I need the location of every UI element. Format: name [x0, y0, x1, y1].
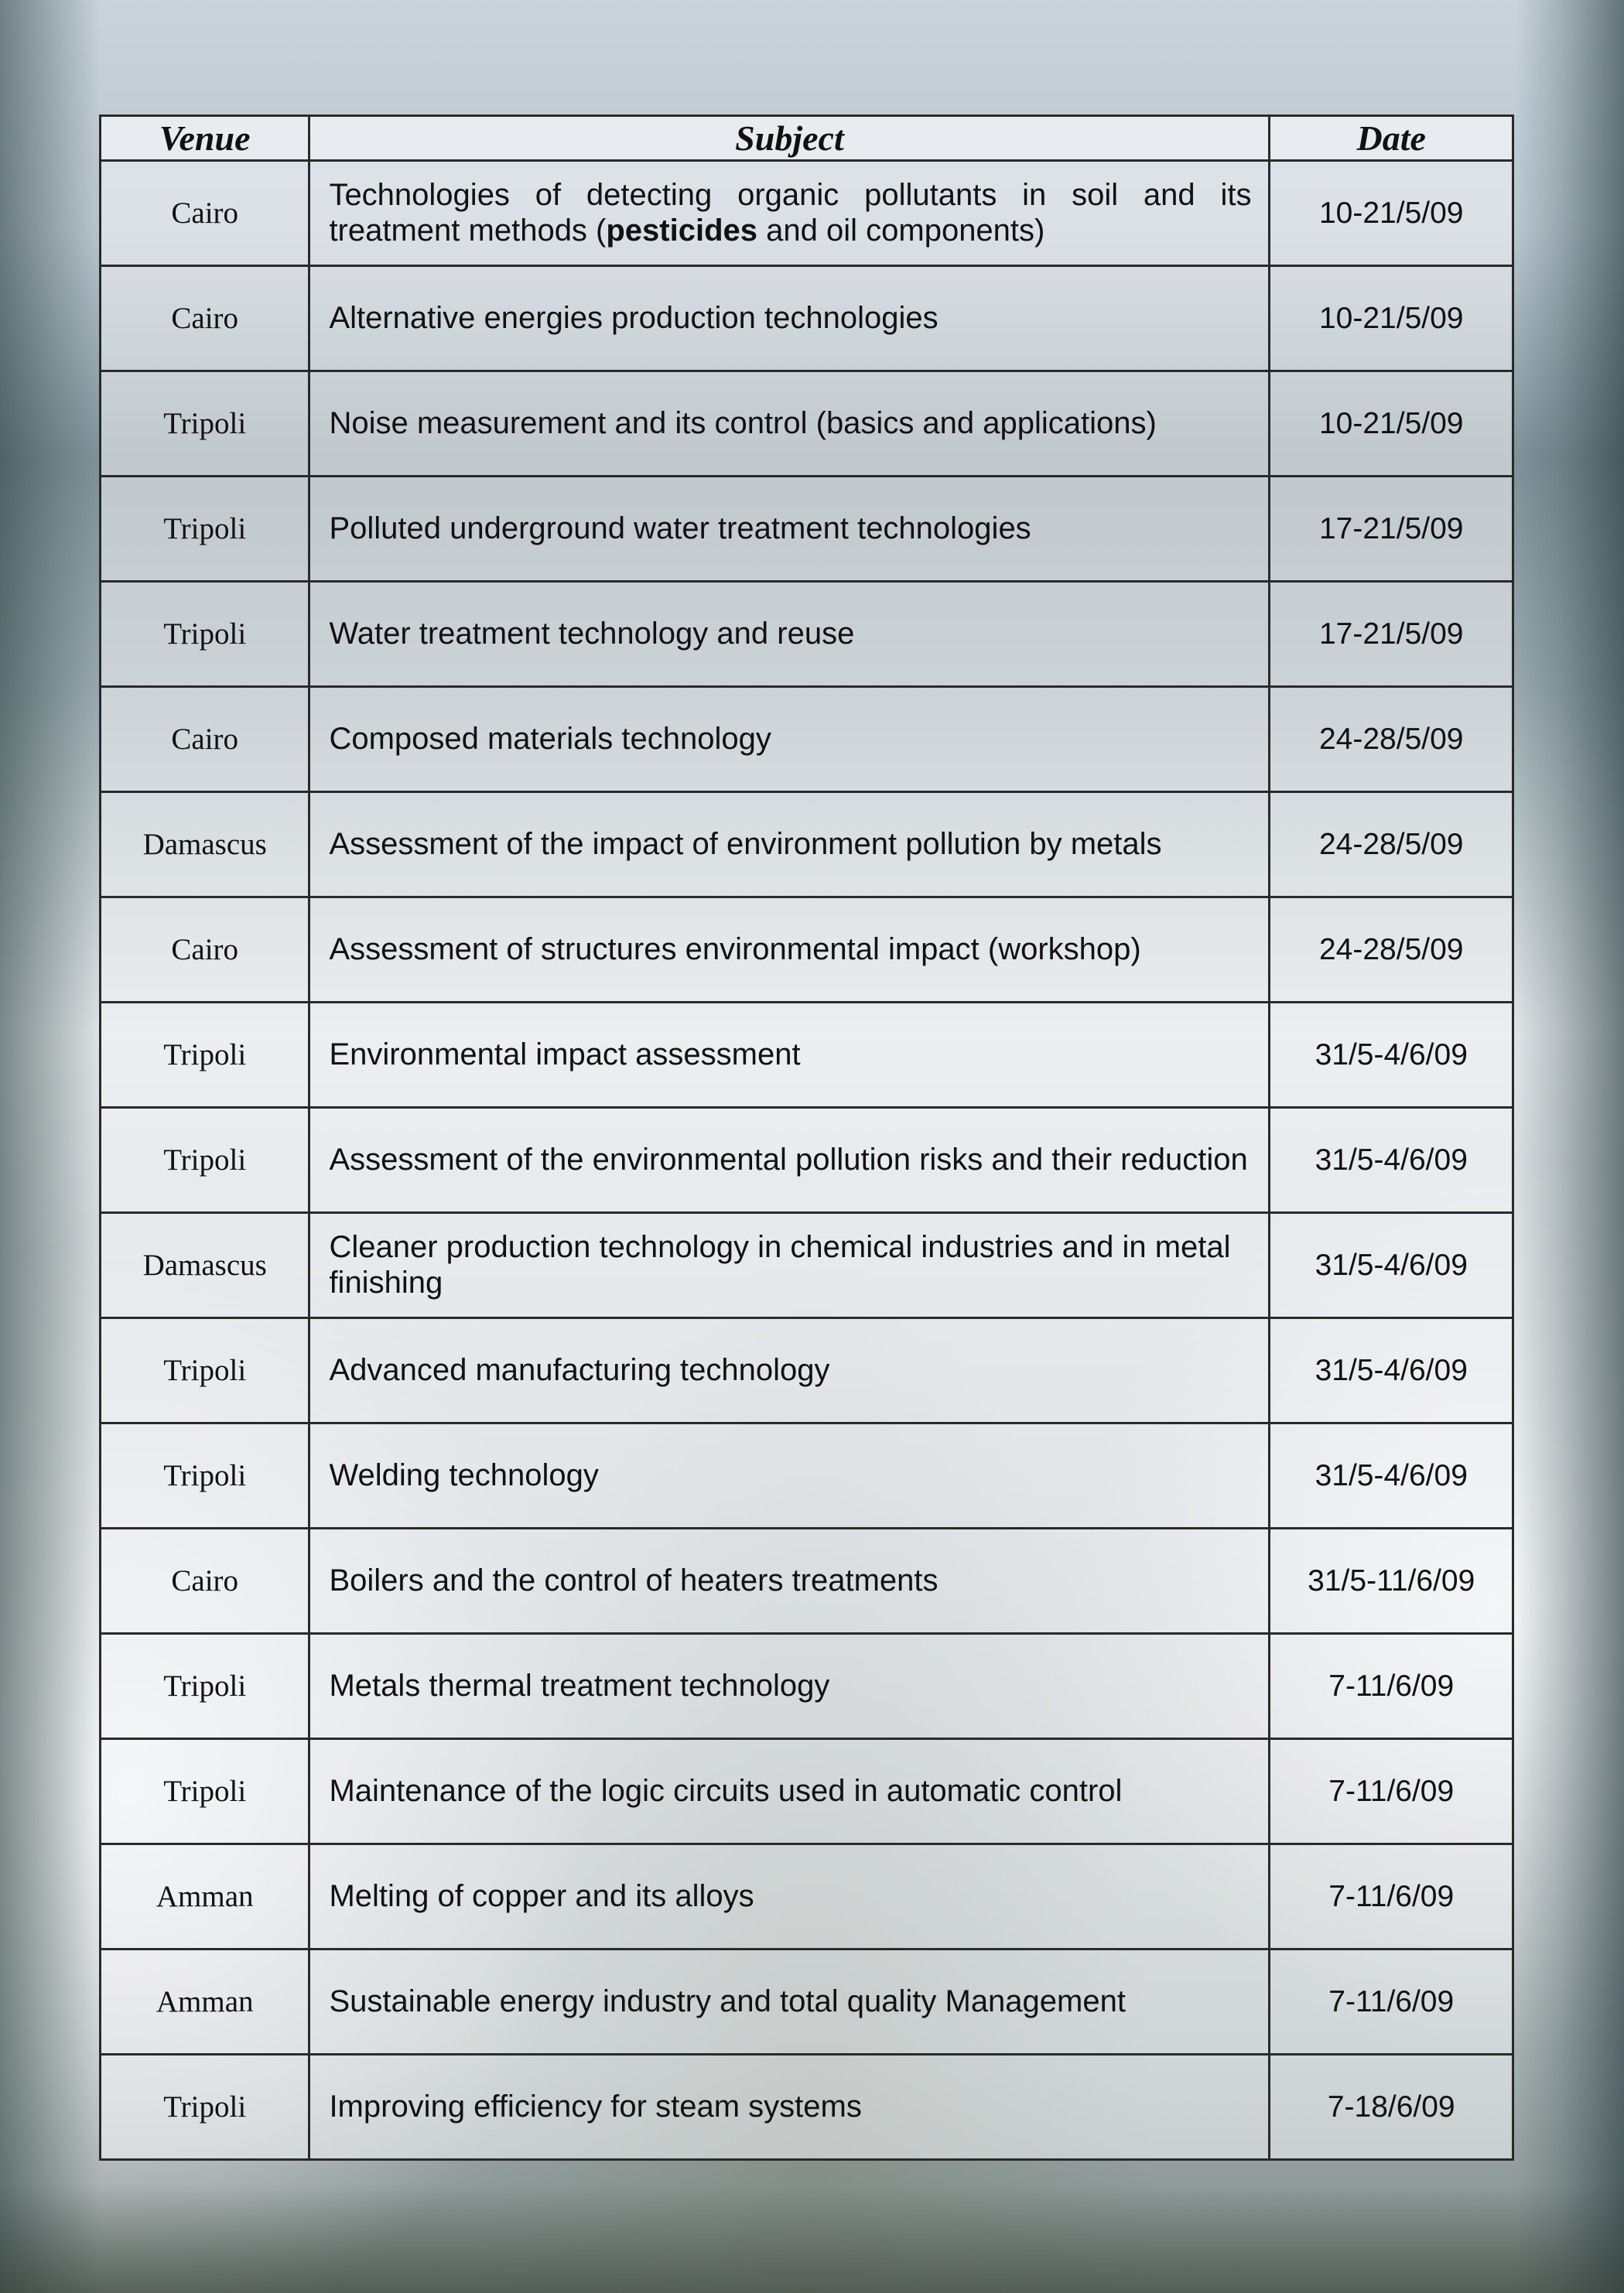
table-row	[101, 1529, 1513, 1634]
table-header-row	[101, 116, 1513, 161]
subject-cell: Assessment of the impact of environment pollution by metals	[309, 792, 1270, 897]
subject-cell: Cleaner production technology in chemical industries and in metal finishing	[309, 1213, 1270, 1318]
venue-cell: Amman	[101, 1950, 309, 2055]
venue-cell: Tripoli	[101, 2055, 309, 2160]
subject-cell: Environmental impact assessment	[309, 1003, 1270, 1108]
subject-cell: Polluted underground water treatment technologies	[309, 477, 1270, 582]
subject-cell: Assessment of the environmental pollution risks and their reduction	[309, 1108, 1270, 1213]
background-bottom-shadow	[0, 2185, 1624, 2293]
subject-text: and oil components)	[757, 213, 1045, 248]
venue-cell: Cairo	[101, 897, 309, 1003]
subject-cell: Maintenance of the logic circuits used in automatic control	[309, 1739, 1270, 1844]
table-row	[101, 477, 1513, 582]
venue-cell: Cairo	[101, 687, 309, 792]
header-date: Date	[1270, 116, 1513, 161]
subject-cell: Advanced manufacturing technology	[309, 1318, 1270, 1423]
table-row	[101, 1213, 1513, 1318]
table-row	[101, 2055, 1513, 2160]
date-cell: 24-28/5/09	[1270, 792, 1513, 897]
header-subject: Subject	[309, 116, 1270, 161]
date-cell: 7-11/6/09	[1270, 1739, 1513, 1844]
subject-cell	[309, 161, 1270, 266]
venue-cell: Tripoli	[101, 1423, 309, 1529]
date-cell: 10-21/5/09	[1270, 161, 1513, 266]
subject-cell: Melting of copper and its alloys	[309, 1844, 1270, 1950]
venue-cell: Cairo	[101, 1529, 309, 1634]
subject-cell: Water treatment technology and reuse	[309, 582, 1270, 687]
subject-cell: Assessment of structures environmental impact (workshop)	[309, 897, 1270, 1003]
subject-cell: Boilers and the control of heaters treatments	[309, 1529, 1270, 1634]
date-cell: 31/5-4/6/09	[1270, 1003, 1513, 1108]
table-row	[101, 266, 1513, 371]
venue-cell: Tripoli	[101, 1108, 309, 1213]
table-row	[101, 792, 1513, 897]
subject-cell: Metals thermal treatment technology	[309, 1634, 1270, 1739]
table-row	[101, 1739, 1513, 1844]
date-cell: 7-11/6/09	[1270, 1844, 1513, 1950]
table-row	[101, 1844, 1513, 1950]
date-cell: 10-21/5/09	[1270, 371, 1513, 477]
date-cell: 31/5-4/6/09	[1270, 1423, 1513, 1529]
subject-cell: Welding technology	[309, 1423, 1270, 1529]
background-right-shadow	[1516, 0, 1624, 2293]
venue-cell: Tripoli	[101, 1003, 309, 1108]
table-row	[101, 1950, 1513, 2055]
venue-cell: Tripoli	[101, 371, 309, 477]
table-row	[101, 1423, 1513, 1529]
date-cell: 31/5-4/6/09	[1270, 1213, 1513, 1318]
subject-bold-text: pesticides	[606, 213, 758, 248]
date-cell: 7-11/6/09	[1270, 1950, 1513, 2055]
table-row	[101, 897, 1513, 1003]
table-row	[101, 161, 1513, 266]
venue-cell: Tripoli	[101, 1318, 309, 1423]
subject-cell: Noise measurement and its control (basics and applications)	[309, 371, 1270, 477]
date-cell: 24-28/5/09	[1270, 897, 1513, 1003]
subject-cell: Composed materials technology	[309, 687, 1270, 792]
subject-cell: Sustainable energy industry and total quality Management	[309, 1950, 1270, 2055]
table-row	[101, 1003, 1513, 1108]
table-row	[101, 1108, 1513, 1213]
venue-cell: Cairo	[101, 266, 309, 371]
table-row	[101, 582, 1513, 687]
venue-cell: Damascus	[101, 792, 309, 897]
venue-cell: Tripoli	[101, 1739, 309, 1844]
venue-cell: Cairo	[101, 161, 309, 266]
date-cell: 31/5-4/6/09	[1270, 1108, 1513, 1213]
date-cell: 31/5-4/6/09	[1270, 1318, 1513, 1423]
subject-cell: Improving efficiency for steam systems	[309, 2055, 1270, 2160]
date-cell: 10-21/5/09	[1270, 266, 1513, 371]
date-cell: 17-21/5/09	[1270, 582, 1513, 687]
venue-cell: Tripoli	[101, 477, 309, 582]
table-row	[101, 371, 1513, 477]
table-row	[101, 1634, 1513, 1739]
course-schedule-table	[99, 114, 1514, 2161]
header-venue: Venue	[101, 116, 309, 161]
venue-cell: Tripoli	[101, 1634, 309, 1739]
venue-cell: Amman	[101, 1844, 309, 1950]
subject-cell: Alternative energies production technologies	[309, 266, 1270, 371]
venue-cell: Damascus	[101, 1213, 309, 1318]
subject-text: Technologies of detecting organic pollutants in soil and its treatment methods (	[329, 178, 1252, 248]
date-cell: 31/5-11/6/09	[1270, 1529, 1513, 1634]
background-left-shadow	[0, 0, 101, 2293]
table-row	[101, 1318, 1513, 1423]
venue-cell: Tripoli	[101, 582, 309, 687]
date-cell: 7-18/6/09	[1270, 2055, 1513, 2160]
date-cell: 24-28/5/09	[1270, 687, 1513, 792]
date-cell: 7-11/6/09	[1270, 1634, 1513, 1739]
table-row	[101, 687, 1513, 792]
date-cell: 17-21/5/09	[1270, 477, 1513, 582]
